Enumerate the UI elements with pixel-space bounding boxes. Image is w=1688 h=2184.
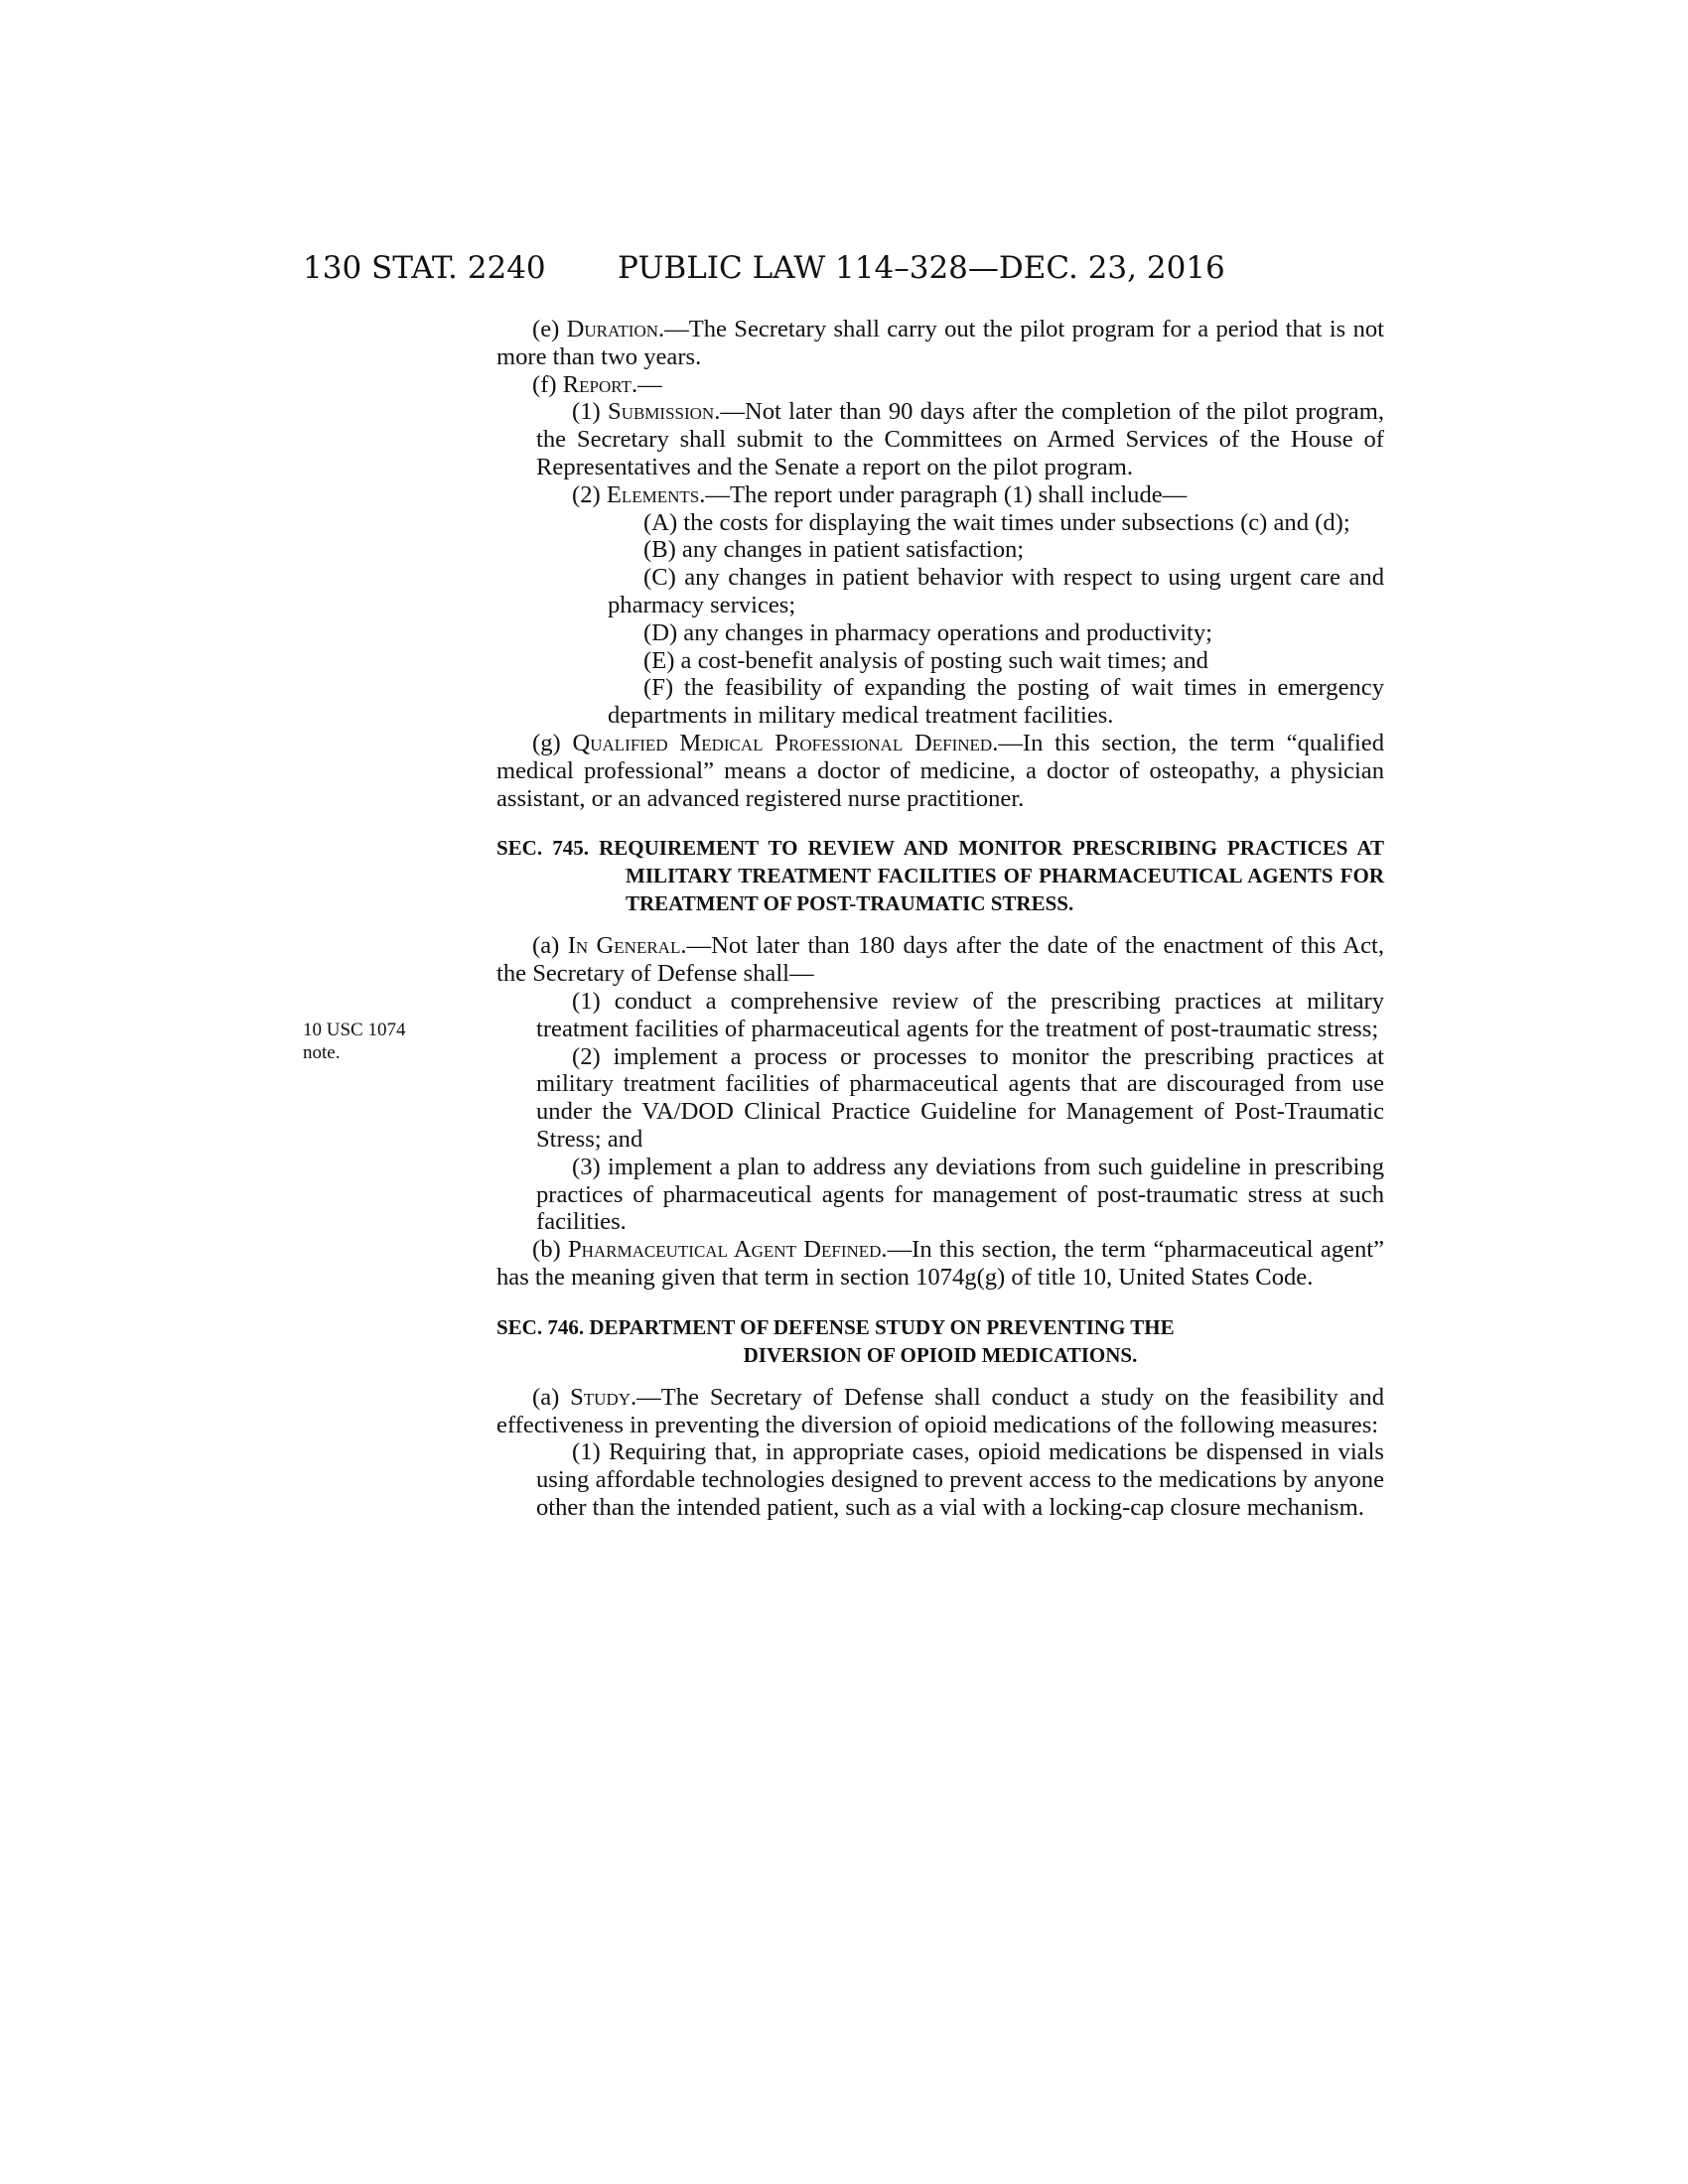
subparagraph-a: (A) the costs for displaying the wait times under subsections (c) and (d); (643, 508, 1350, 536)
heading-pharmaceutical-agent-defined: Pharmaceutical Agent Defined (567, 1236, 882, 1264)
section-746-heading (496, 1313, 1384, 1369)
paragraph-e: (e) Duration.—The Secretary shall carry out the pilot program for a period that is not more than two years. (496, 316, 1384, 370)
subparagraph-b: (B) any changes in patient satisfaction; (643, 536, 1025, 564)
margin-note-line-2: note. (303, 1042, 341, 1063)
margin-note-line-1: 10 USC 1074 (303, 1020, 406, 1040)
heading-elements: Elements (606, 480, 700, 508)
heading-in-general: In General (567, 932, 681, 960)
subparagraph-f: (F) the feasibility of expanding the posting of wait times in emergency departments in military medical treatment facilities. (608, 674, 1384, 730)
sec745-item-1: (1) conduct a comprehensive review of the prescribing practices at military treatment facilities of pharmaceutical agents for the treatment of post-traumatic stress; (536, 987, 1384, 1042)
heading-submission: Submission (608, 398, 715, 426)
heading-duration: Duration (566, 316, 658, 342)
heading-qualified-medical-professional: Qualified Medical Professional Defined (572, 729, 993, 756)
statute-page-number: 130 STAT. 2240 (303, 250, 546, 286)
paragraph-f: (f) Report.— (532, 370, 662, 398)
sec745-item-2: (2) implement a process or processes to monitor the prescribing practices at military treatment facilities of pharmaceutical agents that are discouraged from use under the VA/DOD Clinical Practice Guideline for Management of Post-Traumatic Stress; and (536, 1042, 1384, 1153)
section-745-heading: SEC. 745. REQUIREMENT TO REVIEW AND MONITOR PRESCRIBING PRACTICES AT MILITARY TREATMENT FACILITIES OF PHARMACEUTICAL AGENTS FOR TREATMENT OF POST-TRAUMATIC STRESS. (496, 836, 1384, 916)
paragraph-f2: (2) Elements.—The report under paragraph (1) shall include— (572, 480, 1188, 508)
sec745-paragraph-a: (a) In General.—Not later than 180 days after the date of the enactment of this Act, the Secretary of Defense shall— (496, 932, 1384, 988)
sec745-item-3: (3) implement a plan to address any deviations from such guideline in prescribing practices of pharmaceutical agents for management of post-traumatic stress at such facilities. (536, 1153, 1384, 1236)
page-header (303, 248, 1390, 288)
sec746-item-1: (1) Requiring that, in appropriate cases, opioid medications be dispensed in vials using affordable technologies designed to prevent access to the medications by anyone other than the intended patient, such as a vial with a locking-cap closure mechanism. (536, 1438, 1384, 1521)
paragraph-g: (g) Qualified Medical Professional Defined.—In this section, the term “qualified medical professional” means a doctor of medicine, a doctor of osteopathy, a physician assistant, or an advanced registered nurse practitioner. (496, 729, 1385, 812)
heading-study: Study (570, 1383, 632, 1411)
sec745-paragraph-b: (b) Pharmaceutical Agent Defined.—In this section, the term “pharmaceutical agent” has the meaning given that term in section 1074g(g) of title 10, United States Code. (496, 1236, 1385, 1291)
public-law-citation: PUBLIC LAW 114–328—DEC. 23, 2016 (618, 250, 1225, 286)
document-body (496, 316, 1384, 1522)
section-746-heading-line-1: SEC. 746. DEPARTMENT OF DEFENSE STUDY ON PREVENTING THE (496, 1314, 1175, 1339)
section-746-heading-line-2: DIVERSION OF OPIOID MEDICATIONS. (743, 1342, 1138, 1367)
subparagraph-c: (C) any changes in patient behavior with respect to using urgent care and pharmacy services; (608, 564, 1384, 618)
sec746-paragraph-a: (a) Study.—The Secretary of Defense shall conduct a study on the feasibility and effectiveness in preventing the diversion of opioid medications of the following measures: (496, 1383, 1384, 1438)
heading-report: Report (562, 370, 632, 398)
subparagraph-e: (E) a cost-benefit analysis of posting such wait times; and (643, 646, 1208, 674)
paragraph-f1: (1) Submission.—Not later than 90 days after the completion of the pilot program, the Secretary shall submit to the Committees on Armed Services of the House of Representatives and the Senate a report on the pilot program. (536, 398, 1384, 480)
margin-note (303, 1019, 405, 1064)
subparagraph-d: (D) any changes in pharmacy operations and productivity; (643, 618, 1212, 646)
